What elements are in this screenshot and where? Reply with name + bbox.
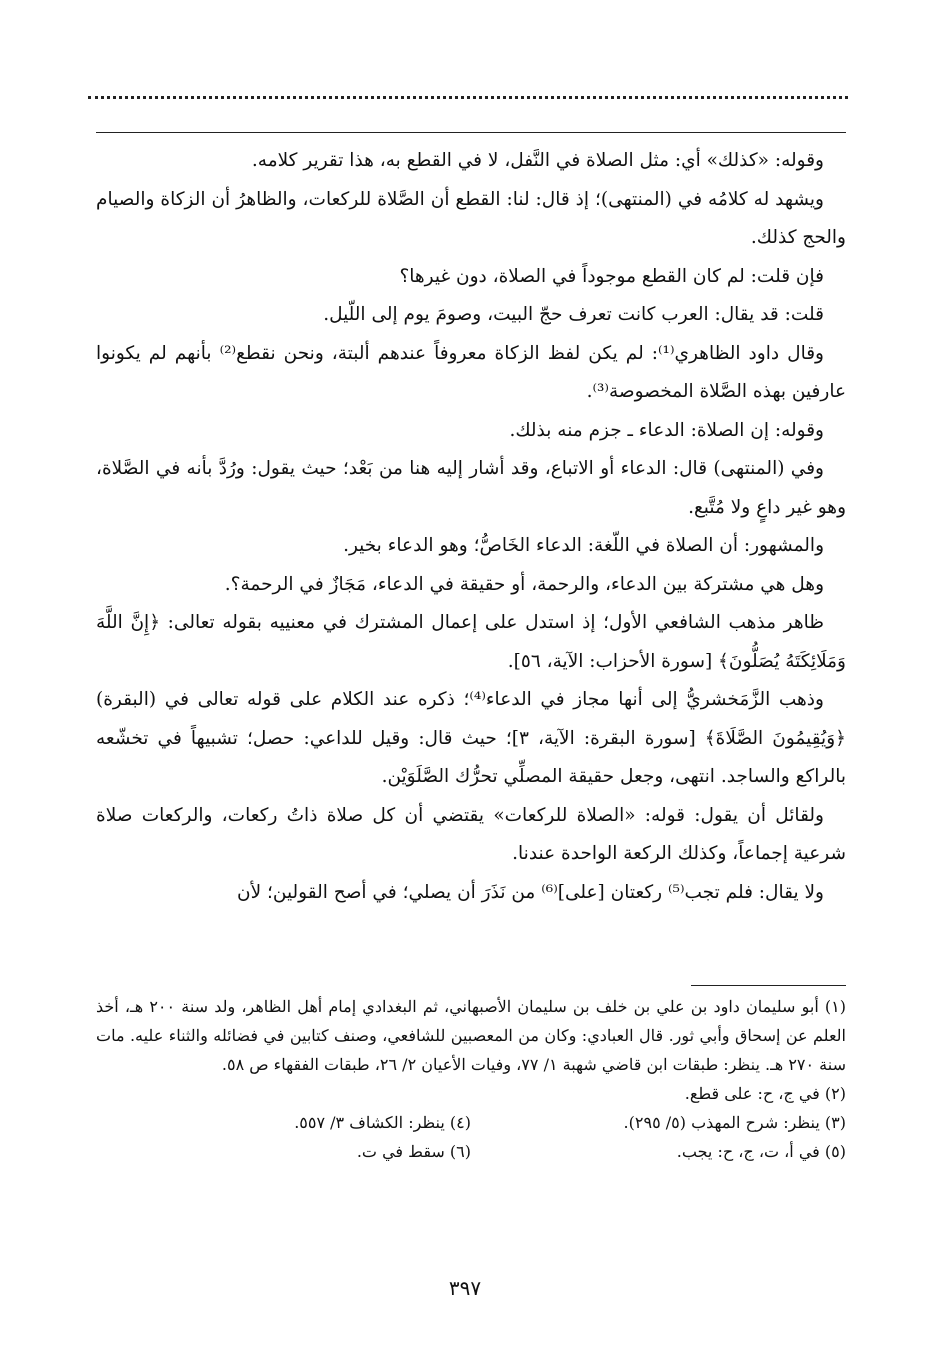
header-rule	[96, 132, 846, 133]
paragraph: ولقائل أن يقول: قوله: «الصلاة للركعات» يقتضي أن كل صلاة ذاتُ ركعات، والركعات صلاة شرعية إجماعاً، وكذلك الركعة الواحدة عندنا.	[96, 804, 846, 864]
footnote-row	[96, 1137, 846, 1166]
paragraph: وفي (المنتهى) قال: الدعاء أو الاتباع، وقد أشار إليه هنا من بَعْد؛ حيث يقول: ورُدَّ بأنه في الصَّلاة، وهو غير داعٍ ولا مُتَّبع.	[96, 458, 846, 518]
footnote-6: (٦) سقط في ت.	[356, 1142, 471, 1161]
footnote-1: (١) أبو سليمان داود بن علي بن خلف بن سليمان الأصبهاني، ثم البغدادي إمام أهل الظاهر، ولد سنة ٢٠٠ هـ، أخذ العلم عن إسحاق وأبي ثور. قال العبادي: وكان من المعصبين للشافعي، وصنف كتابين في فضائله والثناء عليه. مات سنة ٢٧٠ هـ. ينظر: طبقات ابن قاضي شهبة ١/ ٧٧، وفيات الأعيان ٢/ ٢٦، طبقات الفقهاء ص ٥٨.	[96, 997, 846, 1074]
paragraph: وقال داود الظاهري⁽¹⁾: لم يكن لفظ الزكاة معروفاً عندهم ألبتة، ونحن نقطع⁽²⁾ بأنهم لم يكونوا عارفين بهذه الصَّلاة المخصوصة⁽³⁾.	[96, 342, 846, 402]
footnote-2: (٢) في ج، ح: على قطع.	[684, 1084, 846, 1103]
footnote-4: (٤) ينظر: الكشاف ٣/ ٥٥٧.	[294, 1113, 471, 1132]
main-text	[96, 142, 846, 912]
paragraph: فإن قلت: لم كان القطع موجوداً في الصلاة، دون غيرها؟	[399, 265, 824, 287]
page-number: ٣٩٧	[448, 1276, 482, 1300]
footnote-3: (٣) ينظر: شرح المهذب (٥/ ٢٩٥).	[623, 1113, 846, 1132]
footnote-5: (٥) في أ، ت، ج، ح: يجب.	[676, 1142, 846, 1161]
footnote-row	[96, 1108, 846, 1137]
footnotes	[96, 992, 846, 1166]
paragraph: وهل هي مشتركة بين الدعاء، والرحمة، أو حقيقة في الدعاء، مَجَازٌ في الرحمة؟.	[224, 573, 824, 595]
paragraph: ظاهر مذهب الشافعي الأول؛ إذ استدل على إعمال المشترك في معنييه بقوله تعالى: ﴿إِنَّ اللَّهَ وَمَلَائِكَتَهُ يُصَلُّونَ﴾ [سورة الأحزاب: الآية، ٥٦].	[96, 612, 846, 672]
footnote-separator	[691, 985, 846, 986]
paragraph: وقوله: «كذلك» أي: مثل الصلاة في النَّفل، لا في القطع به، هذا تقرير كلامه.	[251, 150, 824, 171]
paragraph: وذهب الزَّمَخشريُّ إلى أنها مجاز في الدعاء⁽⁴⁾؛ ذكره عند الكلام على قوله تعالى في (البقرة) ﴿وَيُقِيمُونَ الصَّلَاةَ﴾ [سورة البقرة: الآية، ٣]؛ حيث قال: وقيل للداعي: حصل؛ تشبيهاً في تخشّعه بالراكع والساجد. انتهى، وجعل حقيقة المصلِّي تحرُّك الصَّلَوَيْن.	[96, 689, 846, 787]
paragraph: وقوله: إن الصلاة: الدعاء ـ جزم منه بذلك.	[509, 419, 824, 441]
paragraph: ويشهد له كلامُه في (المنتهى)؛ إذ قال: لنا: القطع أن الصَّلاة للركعات، والظاهرُ أن الزكاة والصيام والحج كذلك.	[96, 188, 846, 248]
paragraph: والمشهور: أن الصلاة في اللّغة: الدعاء الخَاصُّ؛ وهو الدعاء بخير.	[343, 535, 824, 556]
paragraph: قلت: قد يقال: العرب كانت تعرف حجّ البيت، وصومَ يوم إلى اللّيل.	[323, 304, 824, 325]
paragraph: ولا يقال: فلم تجب⁽⁵⁾ ركعتان [على]⁽⁶⁾ من نَذَرَ أن يصلي؛ في أصح القولين؛ لأن	[236, 881, 824, 903]
header-dotted-line	[88, 96, 848, 109]
